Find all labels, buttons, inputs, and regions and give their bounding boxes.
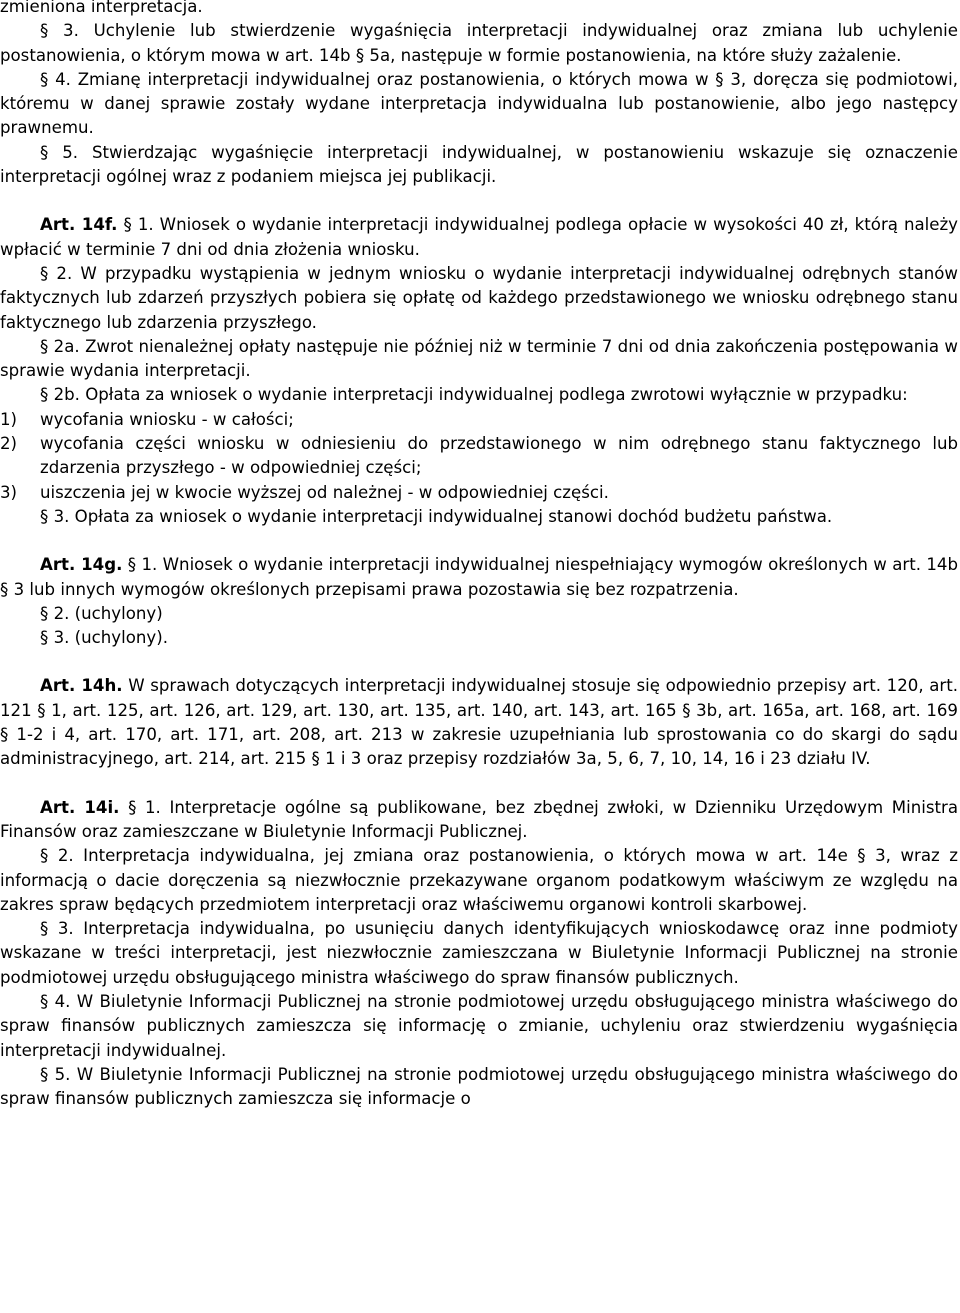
paragraph: § 2. Interpretacja indywidualna, jej zmiana oraz postanowienia, o których mowa w art. 14e § 3, wraz z informacją o dacie doręczenia są niezwłocznie przekazywane organom podatkowym właściwym ze względu na zakres spraw będących przedmiotem interpretacji oraz właściwemu organowi kontroli skarbowej. [0,846,958,914]
article-number: Art. 14i. [40,797,120,817]
paragraph-spacer [0,529,958,553]
list-item-number: 2) [0,434,18,454]
article-text: § 1. Wniosek o wydanie interpretacji indywidualnej niespełniający wymogów określonych w art. 14b § 3 lub innych wymogów określonych przepisami prawa pozostawia się bez rozpatrzenia. [0,555,958,599]
article-number: Art. 14g. [40,555,123,575]
paragraph: § 2. W przypadku wystąpienia w jednym wniosku o wydanie interpretacji indywidualnej odrębnych stanów faktycznych lub zdarzeń przyszłych pobiera się opłatę od każdego przedstawionego we wniosku odrębnego stanu faktycznego lub zdarzenia przyszłego. [0,263,958,332]
list-item [0,481,958,505]
article-paragraph [0,796,958,845]
paragraph: § 5. W Biuletynie Informacji Publicznej na stronie podmiotowej urzędu obsługującego ministra właściwego do spraw finansów publicznych zamieszcza się informacje o [0,1064,958,1109]
paragraph: § 2b. Opłata za wniosek o wydanie interpretacji indywidualnej podlega zwrotowi wyłącznie w przypadku: [40,385,908,405]
list-item-number: 3) [0,482,18,502]
paragraph: § 2. (uchylony) [40,603,163,623]
paragraph-spacer [0,650,958,674]
article-number: Art. 14f. [40,215,118,235]
list-item-text: uiszczenia jej w kwocie wyższej od należnej - w odpowiedniej części. [40,482,609,502]
list-item-number: 1) [0,409,18,429]
list-item-text: wycofania części wniosku w odniesieniu do przedstawionego w nim odrębnego stanu faktycznego lub zdarzenia przyszłego - w odpowiedniej części; [40,434,958,478]
paragraph: § 5. Stwierdzając wygaśnięcie interpretacji indywidualnej, w postanowieniu wskazuje się oznaczenie interpretacji ogólnej wraz z podaniem miejsca jej publikacji. [0,142,958,187]
article-paragraph [0,553,958,602]
list-item [0,432,958,481]
paragraph: § 2a. Zwrot nienależnej opłaty następuje nie później niż w terminie 7 dni od dnia zakończenia postępowania w sprawie wydania interpretacji. [0,336,958,381]
article-text: § 1. Interpretacje ogólne są publikowane, bez zbędnej zwłoki, w Dzienniku Urzędowym Ministra Finansów oraz zamieszczane w Biuletynie Informacji Publicznej. [0,797,958,841]
paragraph: zmieniona interpretacja. [0,0,203,16]
paragraph: § 3. Uchylenie lub stwierdzenie wygaśnięcia interpretacji indywidualnej oraz zmiana lub uchylenie postanowienia, o którym mowa w art. 14b § 5a, następuje w formie postanowienia, na które służy zażalenie. [0,21,958,65]
paragraph: § 4. Zmianę interpretacji indywidualnej oraz postanowienia, o których mowa w § 3, doręcza się podmiotowi, któremu w danej sprawie zostały wydane interpretacja indywidualna lub postanowienie, albo jego następcy prawnemu. [0,69,958,138]
paragraph: § 3. (uchylony). [40,628,168,648]
article-text: W sprawach dotyczących interpretacji indywidualnej stosuje się odpowiednio przepisy art. 120, art. 121 § 1, art. 125, art. 126, art. 129, art. 130, art. 135, art. 140, art. 143, art. 165 § 3b, art. 165a, art. 168, art. 169 § 1-2 i 4, art. 170, art. 171, art. 208, art. 213 w zakresie uzupełniania lub sprostowania co do skargi do sądu administracyjnego, art. 214, art. 215 § 1 i 3 oraz przepisy rozdziałów 3a, 5, 6, 7, 10, 14, 16 i 23 działu IV. [0,676,958,769]
article-paragraph [0,674,958,771]
paragraph-spacer [0,189,958,213]
paragraph: § 4. W Biuletynie Informacji Publicznej na stronie podmiotowej urzędu obsługującego ministra właściwego do spraw finansów publicznych zamieszcza się informację o zmianie, uchyleniu oraz stwierdzeniu wygaśnięcia interpretacji indywidualnej. [0,991,958,1060]
paragraph: § 3. Opłata za wniosek o wydanie interpretacji indywidualnej stanowi dochód budżetu państwa. [40,506,833,526]
article-number: Art. 14h. [40,676,123,696]
list-item [0,408,958,432]
paragraph: § 3. Interpretacja indywidualna, po usunięciu danych identyfikujących wnioskodawcę oraz inne podmioty wskazane w treści interpretacji, jest niezwłocznie zamieszczana w Biuletynie Informacji Publicznej na stronie podmiotowej urzędu obsługującego ministra właściwego do spraw finansów publicznych. [0,919,958,987]
article-paragraph [0,213,958,262]
paragraph-spacer [0,772,958,796]
list-item-text: wycofania wniosku - w całości; [40,409,294,429]
article-text: § 1. Wniosek o wydanie interpretacji indywidualnej podlega opłacie w wysokości 40 zł, którą należy wpłacić w terminie 7 dni od dnia złożenia wniosku. [0,215,958,259]
